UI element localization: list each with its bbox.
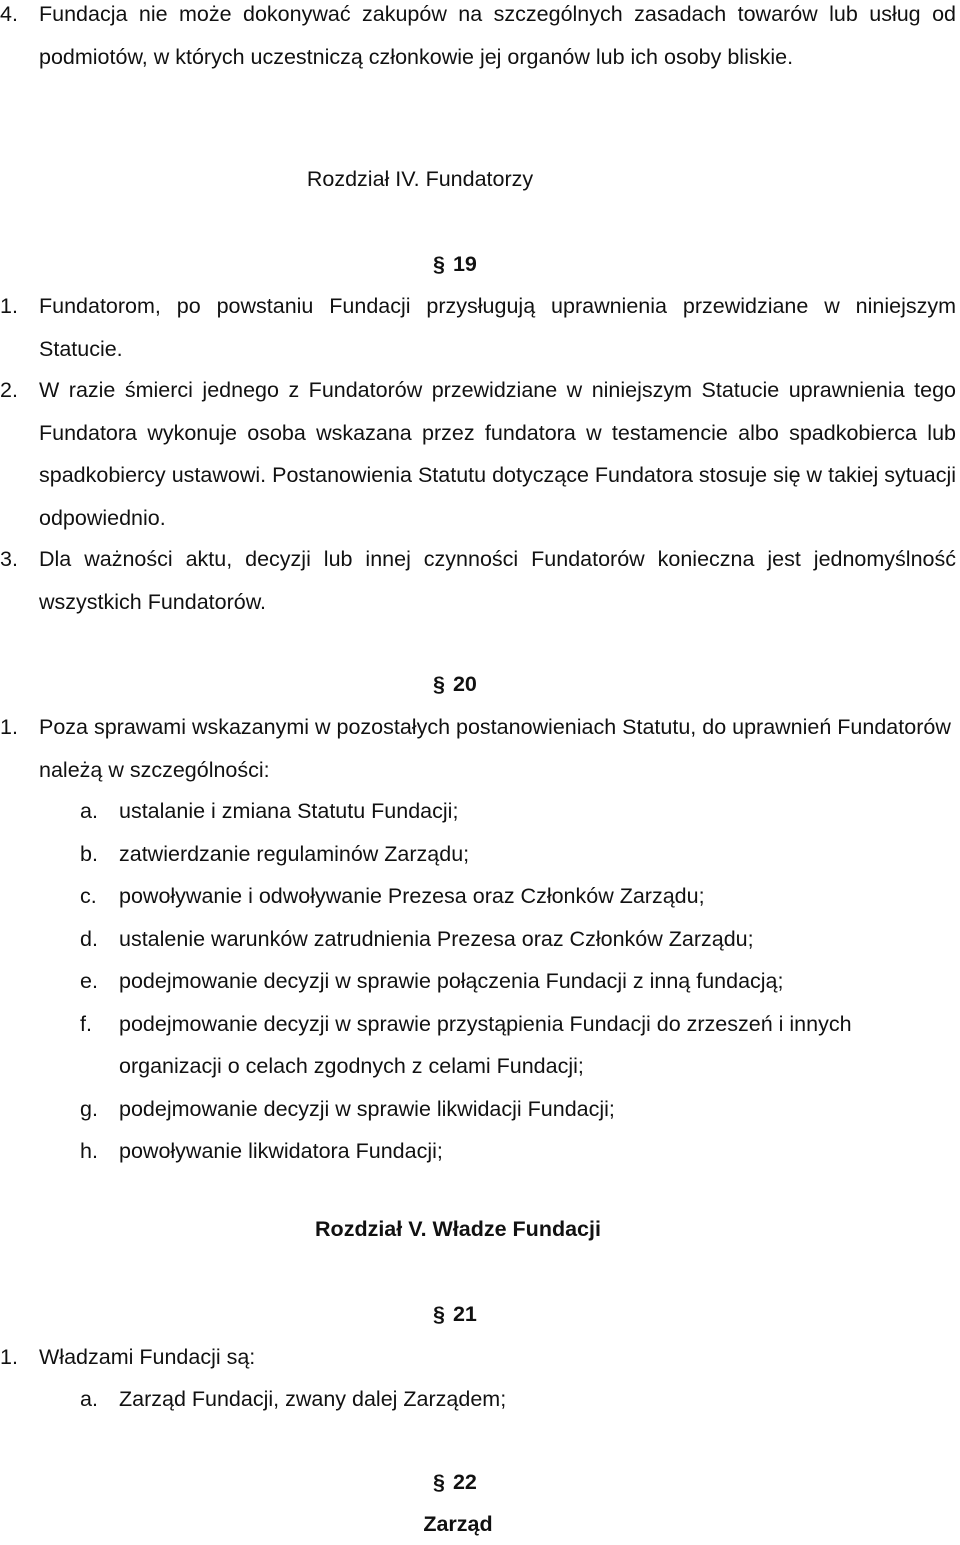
list-item — [0, 790, 956, 833]
list-item-letter: b. — [80, 841, 98, 866]
paragraph-text: Fundatorom, po powstaniu Fundacji przysługują uprawnienia przewidziane w niniejszym Statucie. — [39, 294, 956, 361]
list-item — [0, 1088, 956, 1131]
list-item — [0, 833, 956, 876]
list-item — [0, 918, 956, 961]
list-item-text: powoływanie likwidatora Fundacji; — [119, 1139, 443, 1163]
list-item — [0, 1130, 956, 1173]
list-item-text: ustalenie warunków zatrudnienia Prezesa oraz Członków Zarządu; — [119, 926, 754, 951]
section-20-paragraph-1 — [0, 706, 956, 791]
paragraph-text: Władzami Fundacji są: — [39, 1345, 256, 1369]
list-item — [0, 1378, 956, 1421]
list-item-text: Zarząd Fundacji, zwany dalej Zarządem; — [119, 1387, 507, 1411]
paragraph-number: 2. — [0, 378, 18, 402]
section-number: 20 — [452, 672, 477, 696]
fundator-powers-list — [0, 790, 956, 1173]
section-sign-icon: § — [433, 252, 445, 276]
list-item-text: podejmowanie decyzji w sprawie połączenia Fundacji z inną fundacją; — [119, 969, 784, 993]
section-19-heading — [433, 243, 477, 285]
paragraph-number: 1. — [0, 1345, 18, 1369]
list-item-letter: f. — [80, 1011, 92, 1036]
paragraph-number: 1. — [0, 294, 18, 318]
paragraph-4 — [0, 0, 956, 78]
section-number: 22 — [452, 1470, 477, 1494]
section-22-heading — [433, 1461, 477, 1503]
list-item — [0, 960, 956, 1003]
section-sign-icon: § — [433, 1302, 445, 1326]
section-19-paragraph-1 — [0, 285, 956, 370]
list-item-text: ustalanie i zmiana Statutu Fundacji; — [119, 799, 459, 823]
list-item-letter: d. — [80, 926, 98, 951]
section-21-heading — [433, 1293, 477, 1335]
list-item-text: powoływanie i odwoływanie Prezesa oraz Członków Zarządu; — [119, 884, 705, 908]
section-19-paragraph-3 — [0, 538, 956, 623]
section-19-paragraph-2 — [0, 369, 956, 539]
chapter-v-title: Rozdział V. Władze Fundacji — [315, 1217, 601, 1241]
list-item-letter: a. — [80, 1387, 98, 1411]
section-number: 19 — [452, 252, 477, 276]
paragraph-number: 4. — [0, 2, 18, 26]
paragraph-text: Poza sprawami wskazanymi w pozostałych postanowieniach Statutu, do uprawnień Fundatorów należą w szczególności: — [39, 715, 951, 782]
paragraph-number: 3. — [0, 547, 18, 571]
section-sign-icon: § — [433, 672, 445, 696]
list-item-text: podejmowanie decyzji w sprawie likwidacji Fundacji; — [119, 1096, 615, 1121]
chapter-iv-title: Rozdział IV. Fundatorzy — [306, 167, 534, 191]
list-item-letter: c. — [80, 884, 97, 908]
list-item-text: podejmowanie decyzji w sprawie przystąpienia Fundacji do zrzeszeń i innych organizacji o celach zgodnych z celami Fundacji; — [119, 1011, 852, 1078]
section-21-paragraph-1 — [0, 1336, 956, 1379]
list-item-letter: g. — [80, 1096, 98, 1121]
list-item — [0, 875, 956, 918]
list-item-letter: h. — [80, 1139, 98, 1163]
section-22-title: Zarząd — [423, 1512, 493, 1536]
list-item — [0, 1003, 956, 1088]
section-number: 21 — [452, 1302, 477, 1326]
paragraph-text: Dla ważności aktu, decyzji lub innej czynności Fundatorów konieczna jest jednomyślność wszystkich Fundatorów. — [39, 547, 956, 614]
paragraph-text: W razie śmierci jednego z Fundatorów przewidziane w niniejszym Statucie uprawnienia tego Fundatora wykonuje osoba wskazana przez fundatora w testamencie albo spadkobierca lub spadkobiercy ustawowi. Postanowienia Statutu dotyczące Fundatora stosuje się w takiej sytuacji odpowiednio. — [39, 378, 956, 530]
paragraph-number: 1. — [0, 715, 18, 739]
list-item-letter: a. — [80, 799, 98, 823]
paragraph-text: Fundacja nie może dokonywać zakupów na szczególnych zasadach towarów lub usług od podmiotów, w których uczestniczą członkowie jej organów lub ich osoby bliskie. — [39, 2, 956, 69]
list-item-letter: e. — [80, 969, 98, 993]
section-20-heading — [433, 663, 477, 705]
authorities-list — [0, 1378, 956, 1421]
section-sign-icon: § — [433, 1470, 445, 1494]
list-item-text: zatwierdzanie regulaminów Zarządu; — [119, 841, 470, 866]
